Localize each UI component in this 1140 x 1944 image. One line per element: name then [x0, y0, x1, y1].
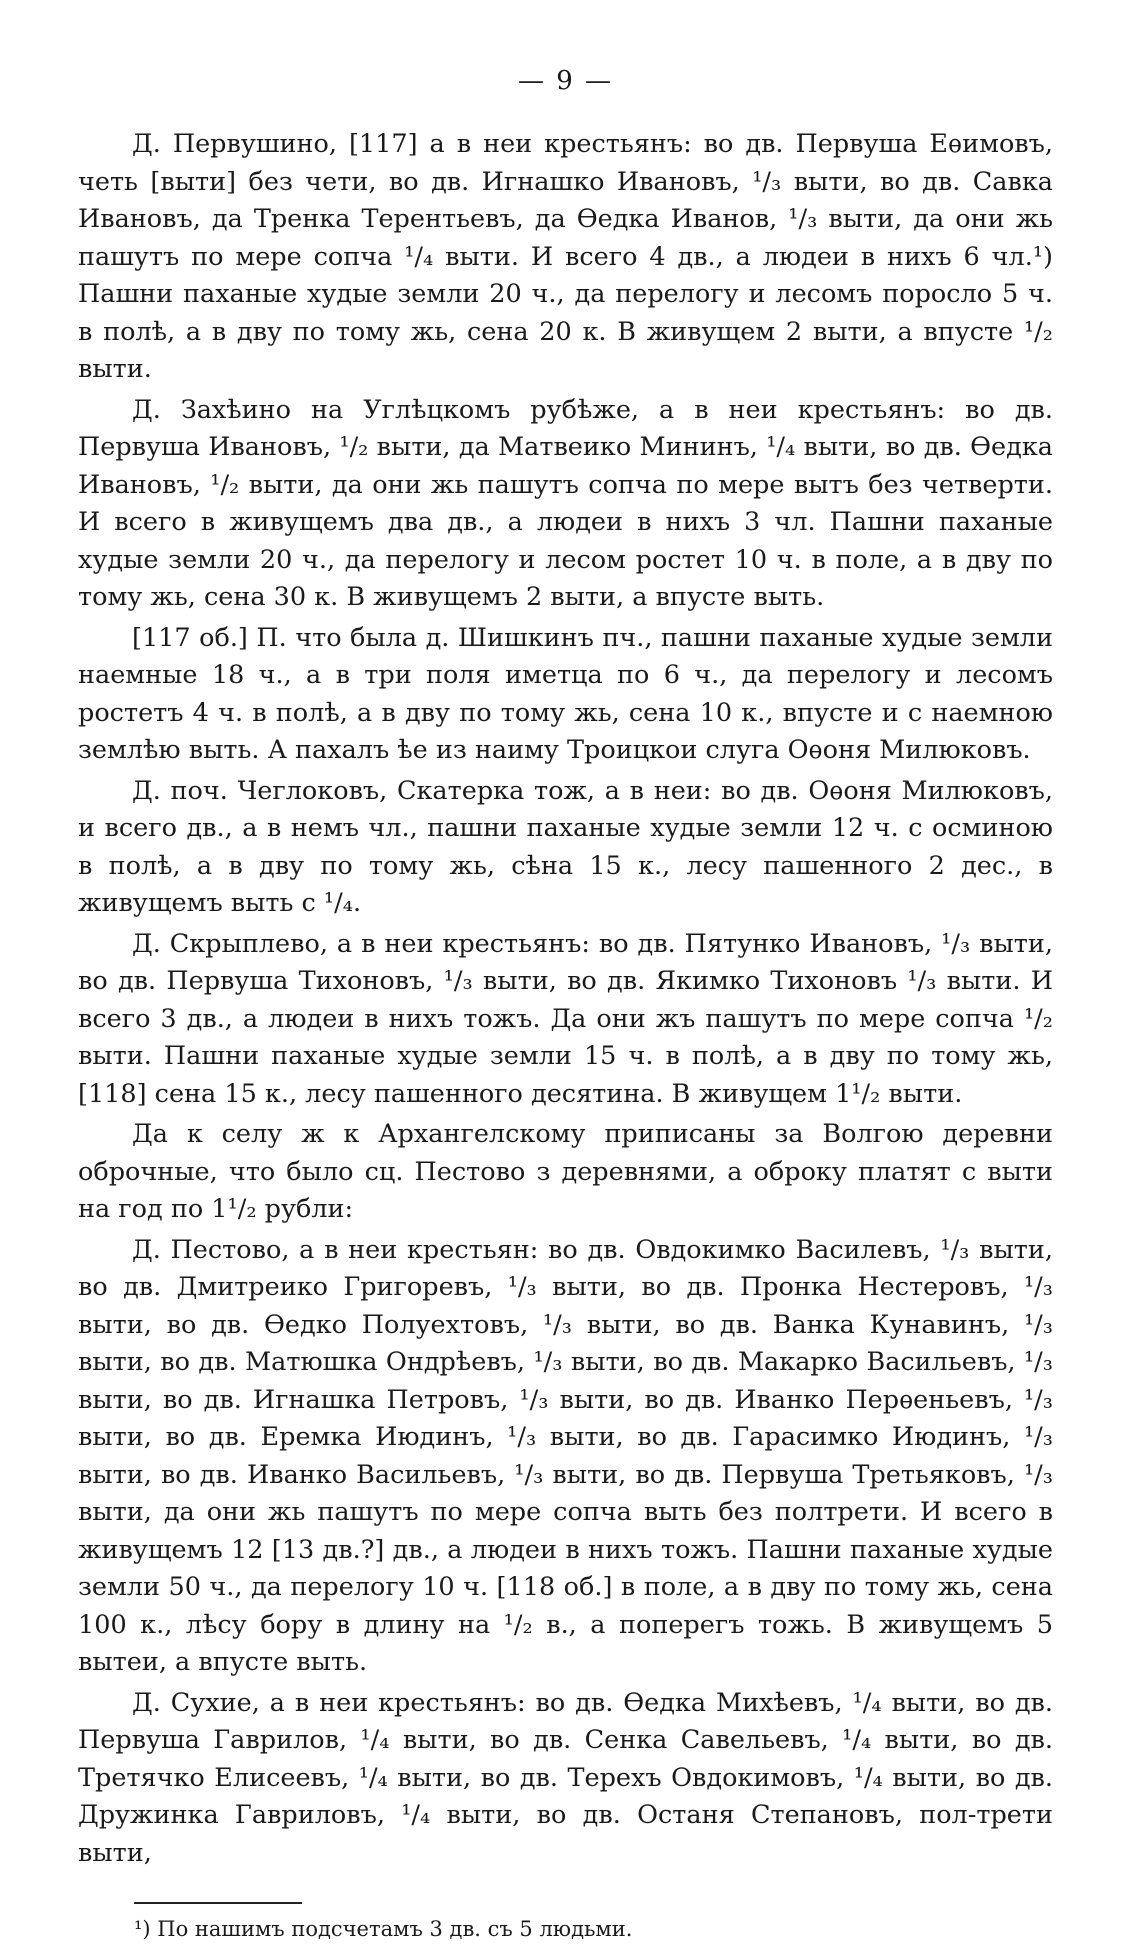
paragraph-skryplevo: Д. Скрыплево, а в неи крестьянъ: во дв. Пятунко Ивановъ, ¹/₃ выти, во дв. Первуша Тихоновъ, ¹/₃ выти, во дв. Якимко Тихоновъ ¹/₃ выти. И всего 3 дв., а людеи в нихъ тожъ. Да они жъ пашутъ по мере сопча ¹/₂ выти. Пашни паханые худые земли 15 ч. в полѣ, а в дву по тому жь, [118] сена 15 к., лесу пашенного десятина. В живущем 1¹/₂ выти.: [78, 928, 1053, 1109]
paragraph-zakheino: Д. Захѣино на Углѣцкомъ рубѣже, а в неи крестьянъ: во дв. Первуша Ивановъ, ¹/₂ выти, да Матвеико Мининъ, ¹/₄ выти, во дв. Ѳедка Ивановъ, ¹/₂ выти, да они жь пашутъ сопча по мере вытъ без четверти. И всего в живущемъ два дв., а людеи в нихъ 3 чл. Пашни паханые худые земли 20 ч., да перелогу и лесом ростет 10 ч. в поле, а в дву по тому жь, сена 30 к. В живущемъ 2 выти, а впусте выть.: [78, 394, 1053, 612]
document-page: [78, 66, 1053, 1944]
paragraph-cheglokov: Д. поч. Чеглоковъ, Скатерка тож, а в неи: во дв. Оѳоня Милюковъ, и всего дв., а в немъ чл., пашни паханые худые земли 12 ч. с осминою в полѣ, а в дву по тому жь, сѣна 15 к., лесу пашенного 2 дес., в живущемъ выть с ¹/₄.: [78, 775, 1053, 918]
page-number: — 9 —: [517, 66, 614, 96]
footnote: ¹) По нашимъ подсчетамъ 3 дв. съ 5 людьми.: [134, 1917, 633, 1941]
paragraph-shishkin: [117 об.] П. что была д. Шишкинъ пч., пашни паханые худые земли наемные 18 ч., а в три поля иметца по 6 ч., да перелогу и лесомъ ростетъ 4 ч. в полѣ, а в дву по тому жь, сена 10 к., впусте и с наемною землѣю выть. А пахалъ ѣе из наиму Троицкои слуга Оѳоня Милюковъ.: [78, 622, 1053, 765]
paragraph-pervushino: Д. Первушино, [117] а в неи крестьянъ: во дв. Первуша Еѳимовъ, четь [выти] без чети, во дв. Игнашко Ивановъ, ¹/₃ выти, во дв. Савка Ивановъ, да Тренка Терентьевъ, да Ѳедка Иванов, ¹/₃ выти, да они жь пашутъ по мере сопча ¹/₄ выти. И всего 4 дв., а людеи в нихъ 6 чл.¹) Пашни паханые худые земли 20 ч., да перелогу и лесомъ поросло 5 ч. в полѣ, а в дву по тому жь, сена 20 к. В живущем 2 выти, а впусте ¹/₂ выти.: [78, 129, 1053, 384]
paragraph-sukhie: Д. Сухие, а в неи крестьянъ: во дв. Ѳедка Михѣевъ, ¹/₄ выти, во дв. Первуша Гаврилов, ¹/₄ выти, во дв. Сенка Савельевъ, ¹/₄ выти, во дв. Третячко Елисеевъ, ¹/₄ выти, во дв. Терехъ Овдокимовъ, ¹/₄ выти, во дв. Дружинка Гавриловъ, ¹/₄ выти, во дв. Останя Степановъ, пол-трети выти,: [78, 1687, 1053, 1868]
paragraph-arkhangelskoe: Да к селу ж к Архангелскому приписаны за Волгою деревни оброчные, что было сц. Пестово з деревнями, а оброку платят с выти на год по 1¹/₂ рубли:: [78, 1119, 1053, 1224]
paragraph-pestovo: Д. Пестово, а в неи крестьян: во дв. Овдокимко Василевъ, ¹/₃ выти, во дв. Дмитреико Григоревъ, ¹/₃ выти, во дв. Пронка Нестеровъ, ¹/₃ выти, во дв. Ѳедко Полуехтовъ, ¹/₃ выти, во дв. Ванка Кунавинъ, ¹/₃ выти, во дв. Матюшка Ондрѣевъ, ¹/₃ выти, во дв. Макарко Васильевъ, ¹/₃ выти, во дв. Игнашка Петровъ, ¹/₃ выти, во дв. Иванко Перѳеньевъ, ¹/₃ выти, во дв. Еремка Июдинъ, ¹/₃ выти, во дв. Гарасимко Июдинъ, ¹/₃ выти, во дв. Иванко Васильевъ, ¹/₃ выти, во дв. Первуша Третьяковъ, ¹/₃ выти, да они жь пашутъ по мере сопча выть без полтрети. И всего в живущемъ 12 [13 дв.?] дв., а людеи в нихъ тожъ. Пашни паханые худые земли 50 ч., да перелогу 10 ч. [118 об.] в поле, а в дву по тому жь, сена 100 к., лѣсу бору в длину на ¹/₂ в., а поперегъ тожь. В живущемъ 5 вытеи, а впусте выть.: [78, 1234, 1053, 1677]
footnote-divider: [134, 1902, 302, 1904]
